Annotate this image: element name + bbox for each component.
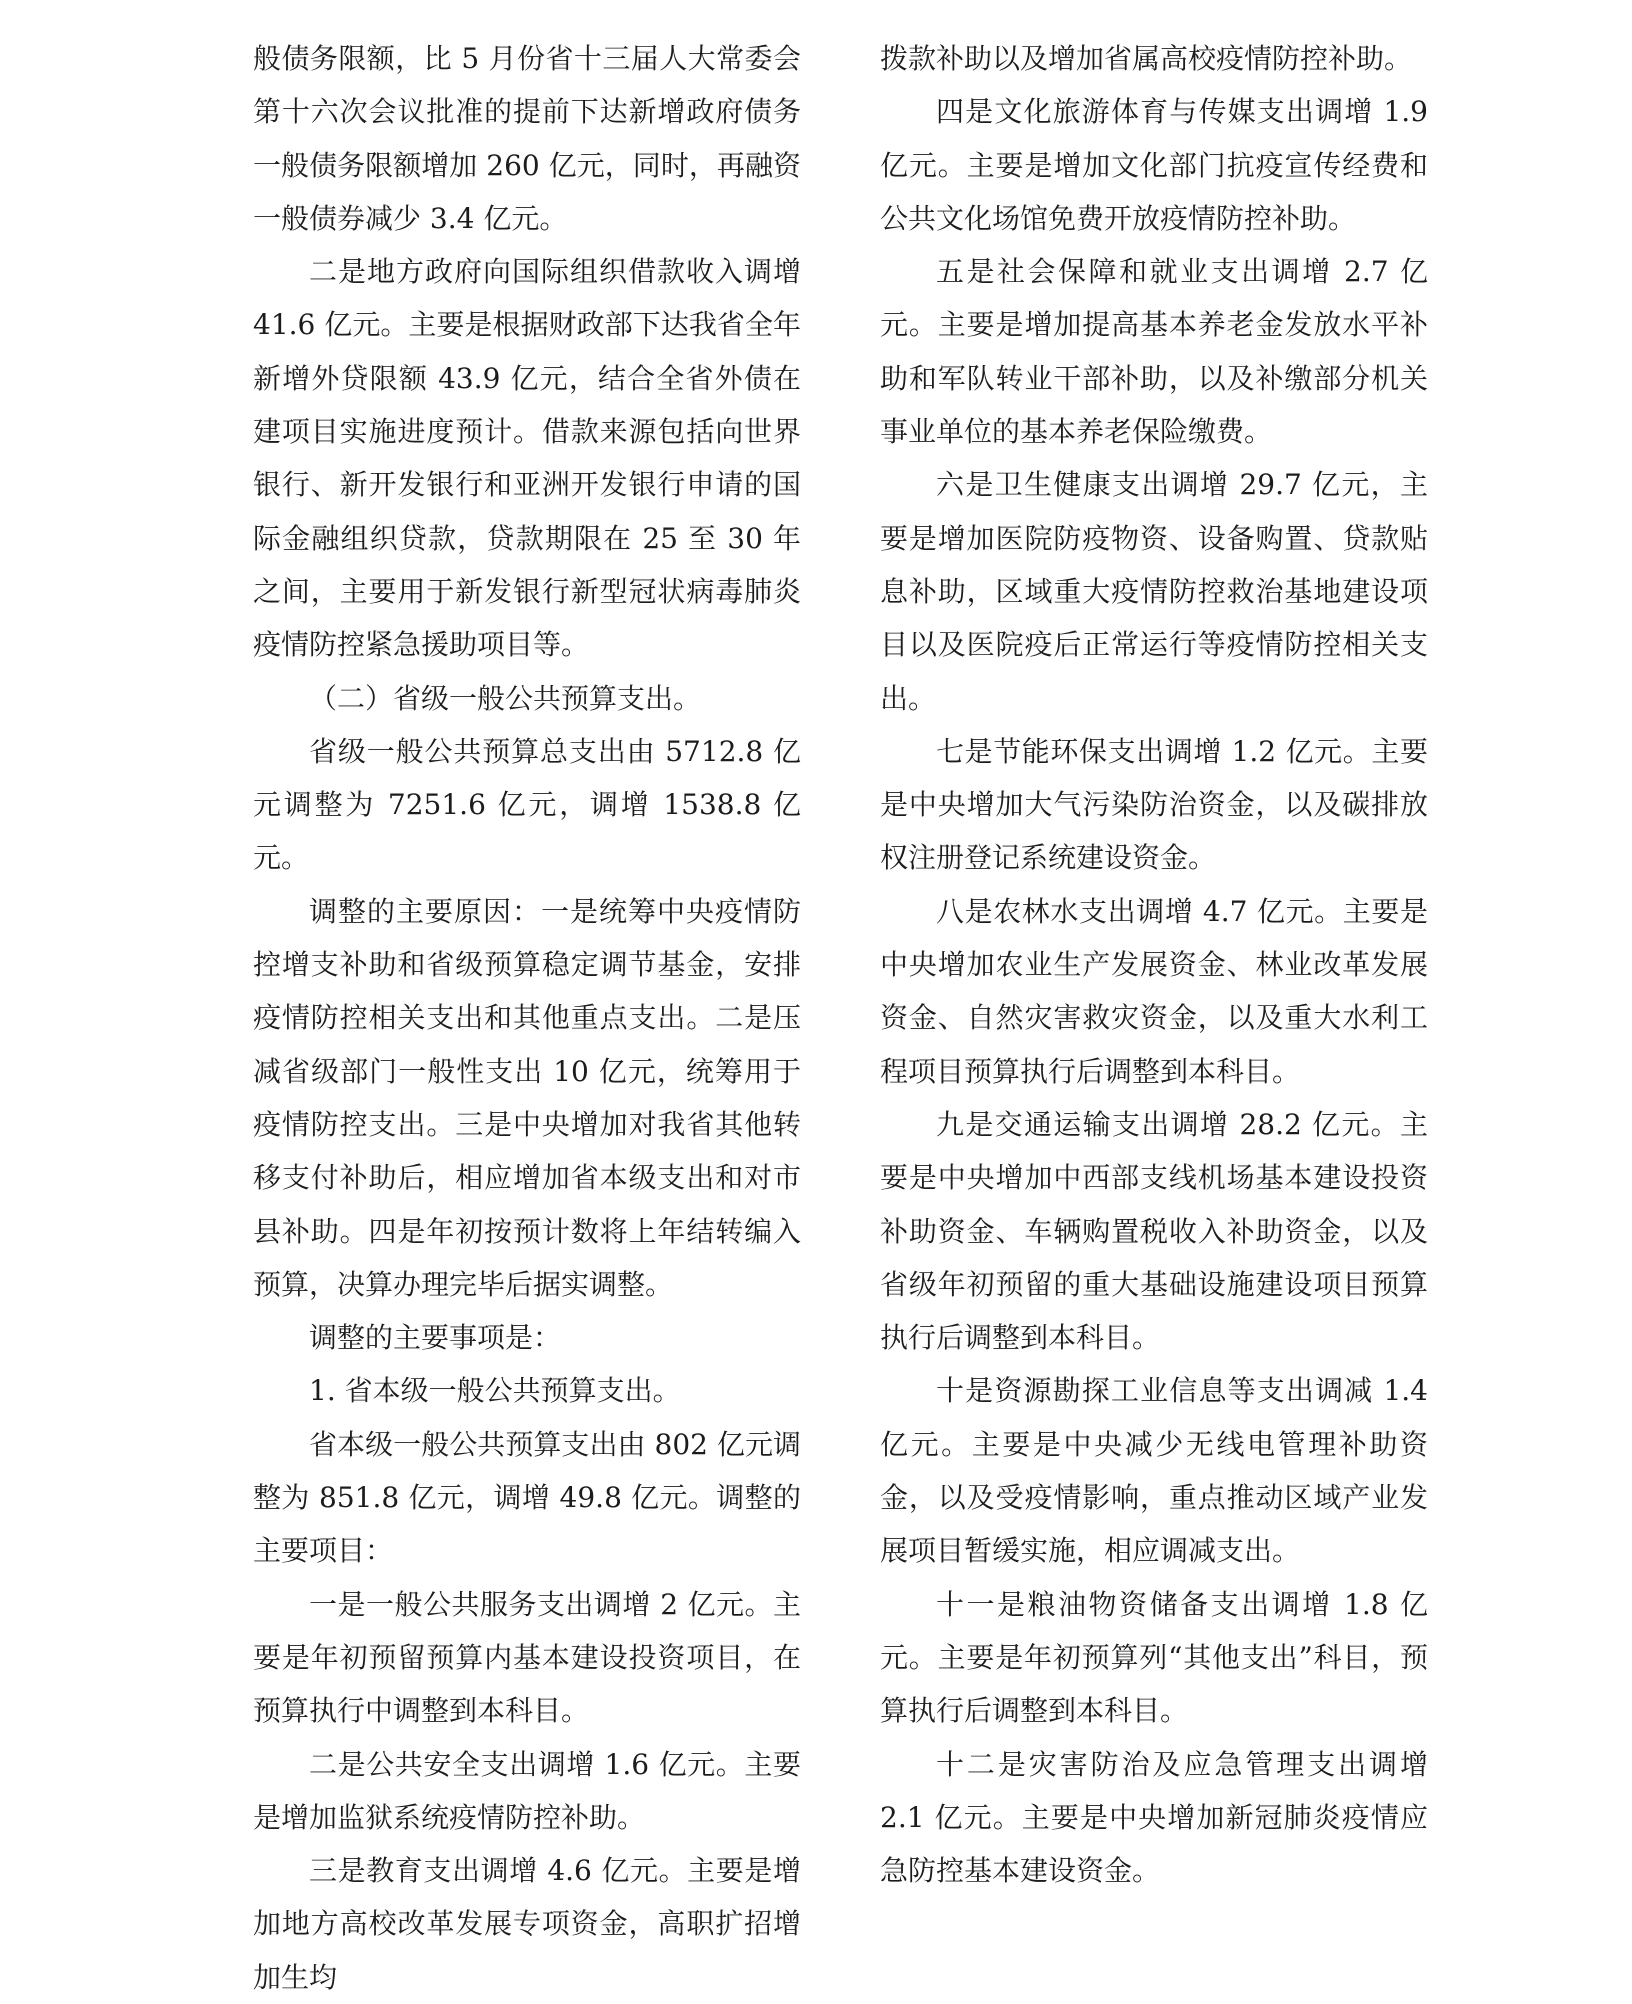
paragraph: 九是交通运输支出调增 28.2 亿元。主要是中央增加中西部支线机场基本建设投资补助资金、车辆购置税收入补助资金，以及省级年初预留的重大基础设施建设项目预算执行后调整到本科目。 [880, 1107, 1428, 1355]
paragraph: 十二是灾害防治及应急管理支出调增 2.1 亿元。主要是中央增加新冠肺炎疫情应急防控基本建设资金。 [880, 1747, 1428, 1888]
paragraph: 二是地方政府向国际组织借款收入调增 41.6 亿元。主要是根据财政部下达我省全年新增外贷限额 43.9 亿元，结合全省外债在建项目实施进度预计。借款来源包括向世界银行、新开发银行和亚洲开发银行申请的国际金融组织贷款，贷款期限在 25 至 30 年之间，主要用于新发银行新型冠状病毒肺炎疫情防控紧急援助项目等。 [253, 255, 801, 662]
paragraph: 般债务限额，比 5 月份省十三届人大常委会第十六次会议批准的提前下达新增政府债务一般债务限额增加 260 亿元，同时，再融资一般债券减少 3.4 亿元。 [253, 42, 801, 235]
paragraph: 十是资源勘探工业信息等支出调减 1.4 亿元。主要是中央减少无线电管理补助资金，以及受疫情影响，重点推动区域产业发展项目暂缓实施，相应调减支出。 [880, 1374, 1428, 1568]
paragraph: 三是教育支出调增 4.6 亿元。主要是增加地方高校改革发展专项资金，高职扩招增加生均 [253, 1854, 801, 1994]
right-column [880, 32, 1428, 1897]
paragraph: 调整的主要原因：一是统筹中央疫情防控增支补助和省级预算稳定调节基金，安排疫情防控相关支出和其他重点支出。二是压减省级部门一般性支出 10 亿元，统筹用于疫情防控支出。三是中央增加对我省其他转移支付补助后，相应增加省本级支出和对市县补助。四是年初按预计数将上年结转编入预算，决算办理完毕后据实调整。 [253, 894, 801, 1301]
paragraph: 六是卫生健康支出调增 29.7 亿元，主要是增加医院防疫物资、设备购置、贷款贴息补助，区域重大疫情防控救治基地建设项目以及医院疫后正常运行等疫情防控相关支出。 [880, 468, 1428, 715]
paragraph: 八是农林水支出调增 4.7 亿元。主要是中央增加农业生产发展资金、林业改革发展资金、自然灾害救灾资金，以及重大水利工程项目预算执行后调整到本科目。 [880, 894, 1428, 1088]
left-column [253, 32, 801, 2004]
paragraph: 十一是粮油物资储备支出调增 1.8 亿元。主要是年初预算列“其他支出”科目，预算执行后调整到本科目。 [880, 1587, 1428, 1728]
section-heading: （二）省级一般公共预算支出。 [309, 681, 702, 715]
paragraph: 拨款补助以及增加省属高校疫情防控补助。 [880, 42, 1413, 75]
paragraph: 省级一般公共预算总支出由 5712.8 亿元调整为 7251.6 亿元，调增 1538.8 亿元。 [253, 734, 801, 875]
paragraph: 四是文化旅游体育与传媒支出调增 1.9 亿元。主要是增加文化部门抗疫宣传经费和公共文化场馆免费开放疫情防控补助。 [880, 95, 1428, 235]
paragraph: 五是社会保障和就业支出调增 2.7 亿元。主要是增加提高基本养老金发放水平补助和军队转业干部补助，以及补缴部分机关事业单位的基本养老保险缴费。 [880, 255, 1428, 449]
paragraph: 二是公共安全支出调增 1.6 亿元。主要是增加监狱系统疫情防控补助。 [253, 1747, 801, 1834]
paragraph: 调整的主要事项是： [309, 1321, 562, 1355]
paragraph: 七是节能环保支出调增 1.2 亿元。主要是中央增加大气污染防治资金，以及碳排放权注册登记系统建设资金。 [880, 734, 1428, 875]
paragraph: 1. 省本级一般公共预算支出。 [309, 1374, 681, 1408]
paragraph: 省本级一般公共预算支出由 802 亿元调整为 851.8 亿元，调增 49.8 亿元。调整的主要项目： [253, 1427, 801, 1568]
paragraph: 一是一般公共服务支出调增 2 亿元。主要是年初预留预算内基本建设投资项目，在预算执行中调整到本科目。 [253, 1587, 801, 1728]
